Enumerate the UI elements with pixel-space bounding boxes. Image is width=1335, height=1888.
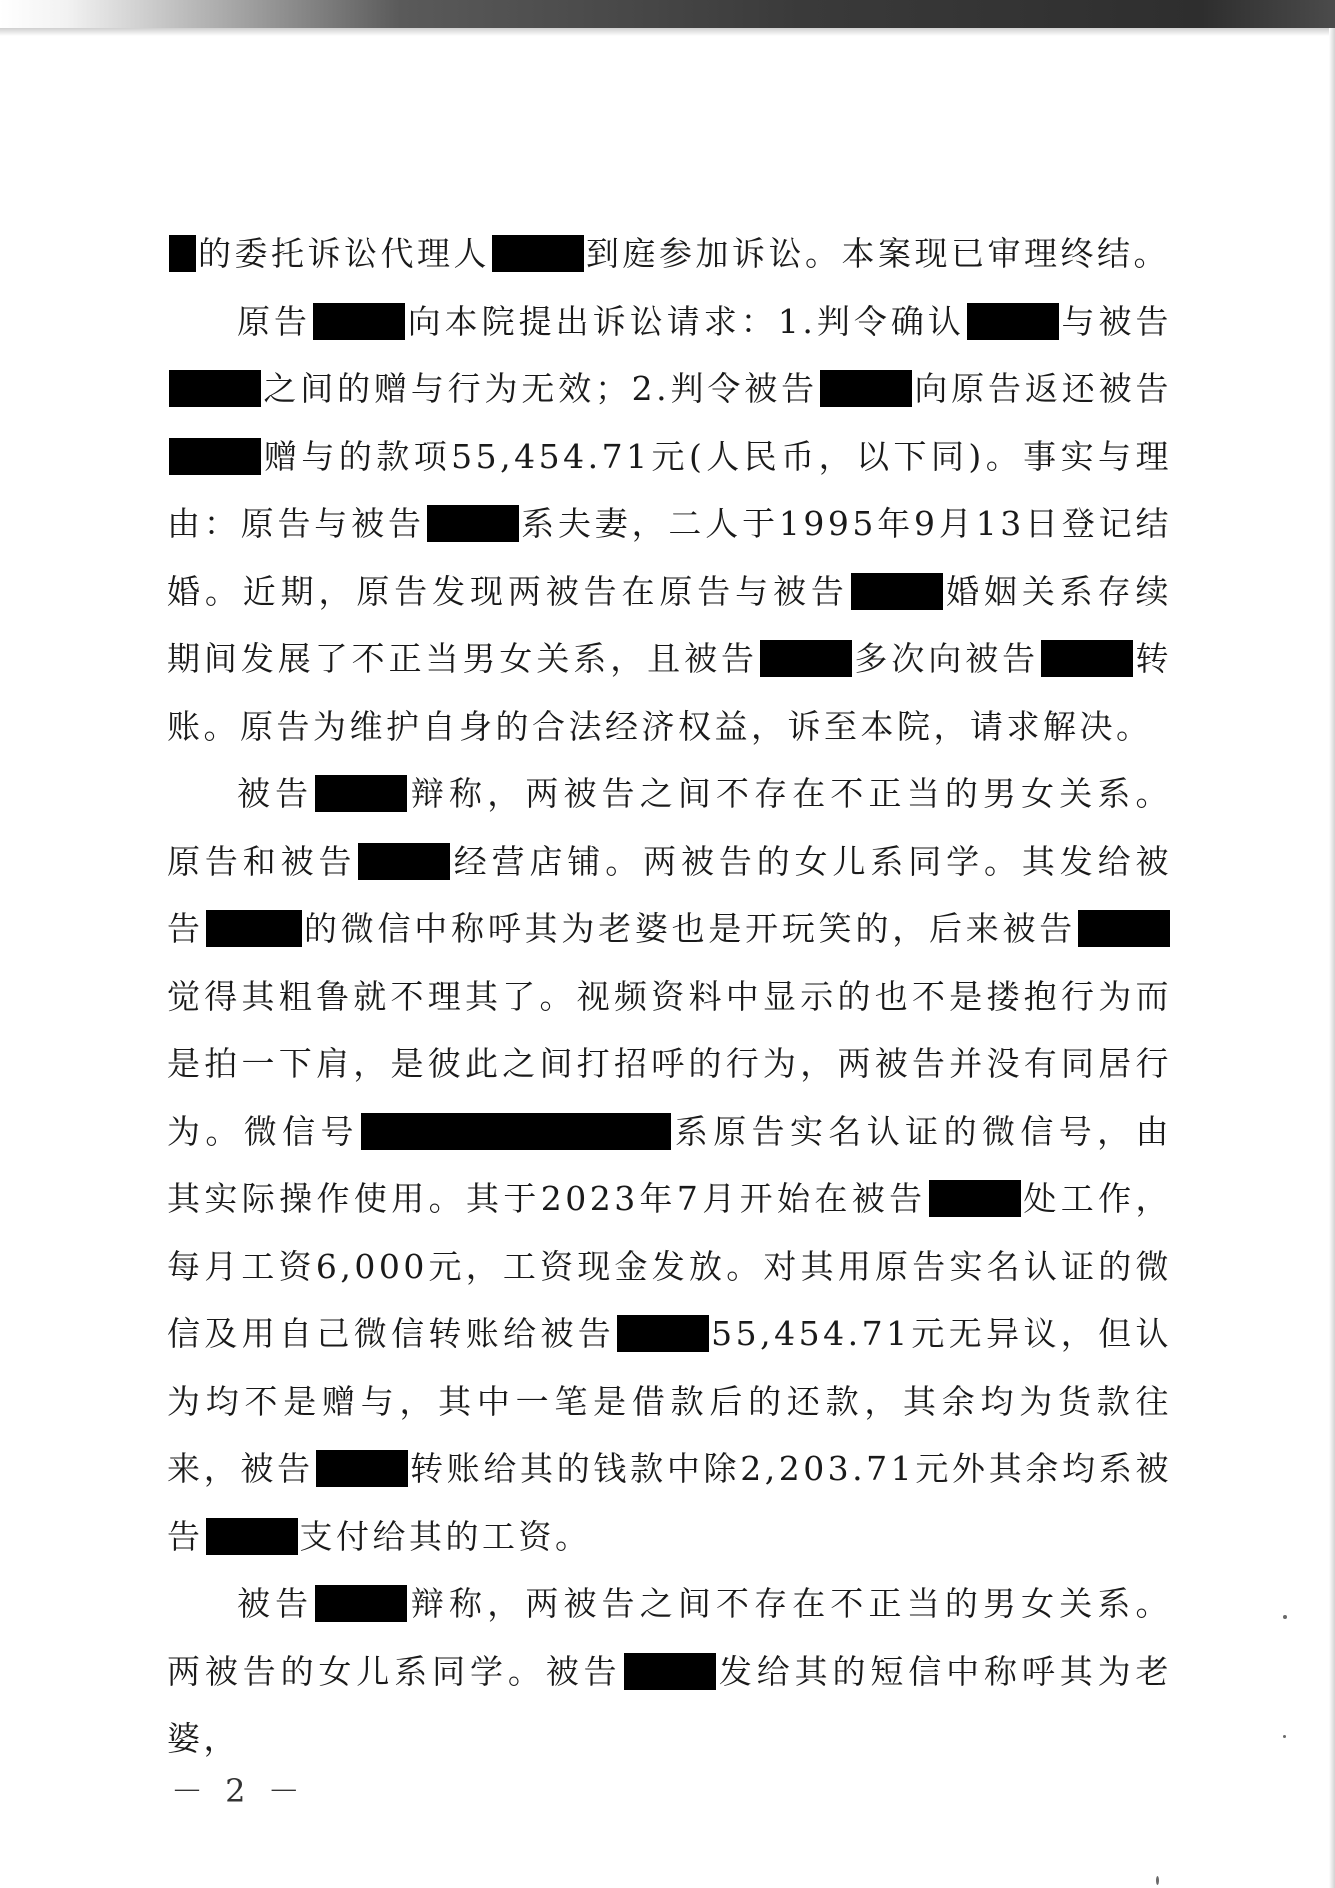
paragraph-text: 向本院提出诉讼请求：1.判令确认 [407, 301, 965, 341]
paragraph-text: 系原告实名认证的微信号，由其实际操作使用。其于2023年7月开始在被告 [167, 1111, 1173, 1218]
redaction-bar [169, 370, 261, 407]
paragraph-text: 转账给其的钱款中除2,203.71元外其余均系被告 [167, 1449, 1173, 1556]
redaction-bar [760, 640, 852, 677]
redaction-bar [316, 1450, 408, 1487]
redaction-bar [967, 303, 1059, 340]
redaction-bar [361, 1113, 671, 1150]
paragraph-text: 55,454.71元无异议，但认为均不是赠与，其中一笔是借款后的还款，其余均为货款往来，被告 [167, 1314, 1173, 1488]
redaction-bar [1041, 640, 1133, 677]
redaction-bar [313, 303, 405, 340]
paragraph-text: 到庭参加诉讼。本案现已审理终结。 [586, 234, 1170, 273]
redaction-bar [492, 235, 584, 272]
paragraph-text: 转账。原告为维护自身的合法经济权益，诉至本院，请求解决。 [167, 639, 1173, 746]
scan-shadow-top-lip [0, 28, 1335, 36]
paragraph-text: 的微信中称呼其为老婆也是开玩笑的，后来被告 [303, 909, 1077, 948]
paragraph-text: 处工作，每月工资6,000元，工资现金发放。对其用原告实名认证的微信及用自己微信转账给被告 [167, 1179, 1172, 1353]
paragraph-text: 原告 [237, 301, 312, 341]
paragraph [167, 288, 1172, 761]
paragraph-text: 多次向被告 [853, 639, 1040, 678]
scan-speck [1156, 1876, 1159, 1885]
paragraph-text: 辩称，两被告之间不存在不正当的男女关系。原告和被告 [167, 774, 1173, 881]
redaction-bar [1078, 910, 1170, 947]
paragraph-text: 辩称，两被告之间不存在不正当的男女关系。两被告的女儿系同学。被告 [167, 1584, 1173, 1691]
paragraph-text: 支付给其的工资。 [299, 1516, 592, 1556]
redaction-bar [624, 1653, 716, 1690]
paragraph [167, 1570, 1172, 1773]
paragraph-text: 与被告 [1060, 301, 1173, 341]
paragraph-text: 经营店铺。两被告的女儿系同学。其发给被告 [167, 841, 1172, 948]
redaction-bar [169, 235, 196, 272]
redaction-bar [820, 370, 912, 407]
redaction-bar [206, 1518, 298, 1555]
paragraph [167, 220, 1172, 288]
redaction-bar [929, 1180, 1021, 1217]
paragraph-text: 赠与的款项55,454.71元(人民币，以下同)。事实与理由：原告与被告 [167, 436, 1172, 543]
redaction-bar [206, 910, 302, 947]
page-number: － 2 － [171, 1772, 306, 1810]
paragraph-text: 之间的赠与行为无效；2.判令被告 [263, 369, 818, 408]
paragraph-text: 发给其的短信中称呼其为老婆， [167, 1651, 1172, 1758]
redaction-bar [315, 1585, 407, 1622]
scan-shadow-top [0, 0, 1335, 28]
redaction-bar [358, 843, 450, 880]
paragraph-text: 婚姻关系存续期间发展了不正当男女关系，且被告 [167, 571, 1172, 678]
redaction-bar [169, 438, 261, 475]
scan-shadow-right [1329, 28, 1335, 1888]
scan-speck [1283, 1735, 1286, 1738]
paragraph-text: 向原告返还被告 [913, 369, 1172, 408]
document-body [167, 220, 1172, 1773]
paragraph-text: 的委托诉讼代理人 [198, 234, 490, 273]
redaction-bar [617, 1315, 709, 1352]
paragraph-text: 被告 [237, 1584, 314, 1623]
paragraph [167, 760, 1172, 1570]
paragraph-text: 被告 [237, 774, 314, 813]
paragraph-text: 系夫妻，二人于1995年9月13日登记结婚。近期，原告发现两被告在原告与被告 [167, 504, 1172, 611]
redaction-bar [427, 505, 519, 542]
redaction-bar [851, 573, 943, 610]
paragraph-text: 觉得其粗鲁就不理其了。视频资料中显示的也不是搂抱行为而是拍一下肩，是彼此之间打招呼的行为，两被告并没有同居行为。微信号 [167, 976, 1172, 1151]
redaction-bar [315, 775, 407, 812]
scan-speck [1283, 1615, 1287, 1619]
